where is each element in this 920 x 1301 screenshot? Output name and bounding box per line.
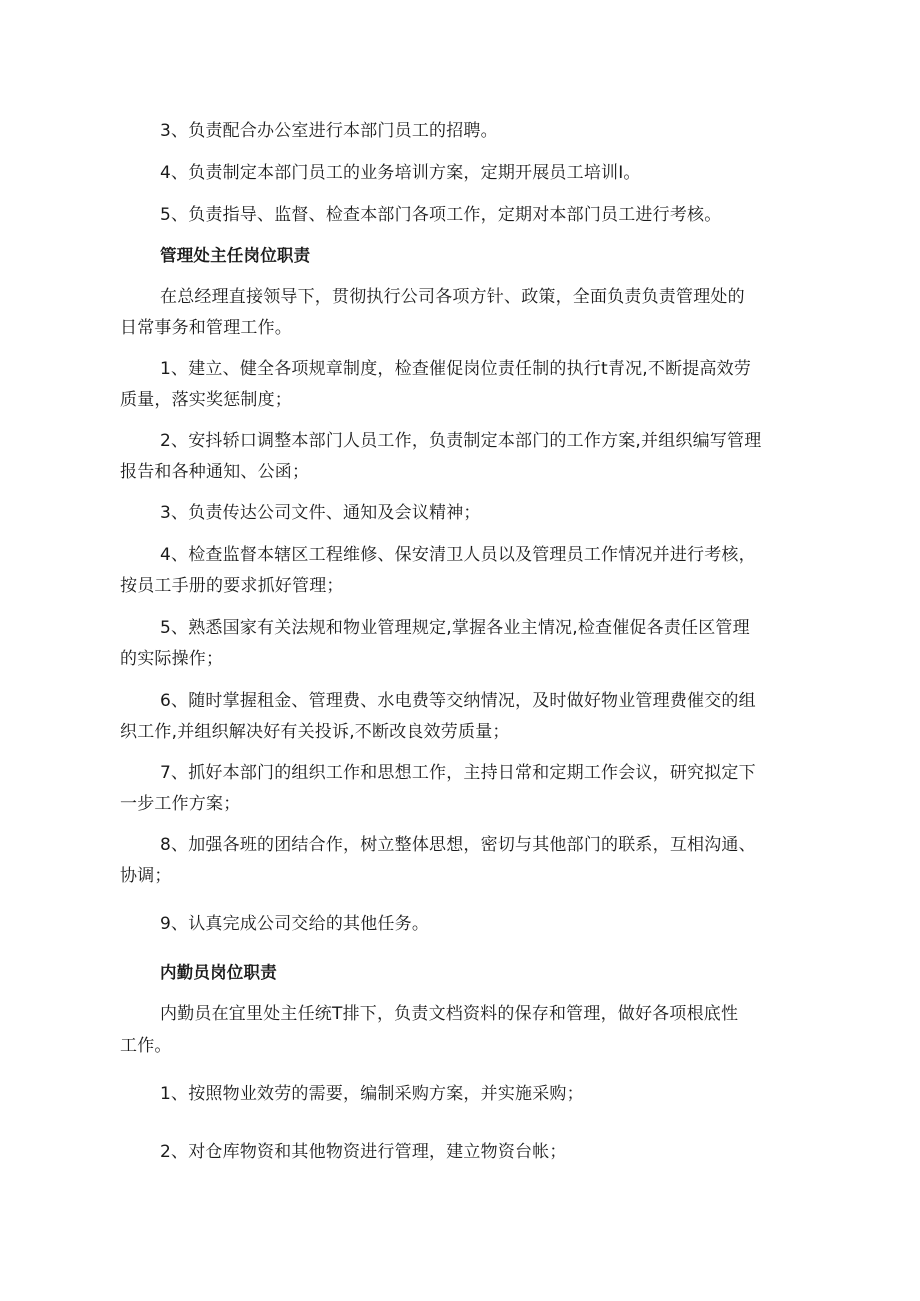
director-item-2-line1: 2、安抖轿口调整本部门人员工作，负责制定本部门的工作方案,并组织编写管理	[160, 431, 762, 451]
director-item-4-line2: 按员工手册的要求抓好管理；	[120, 576, 344, 596]
director-item-7-line2: 一步工作方案；	[120, 794, 241, 814]
clerk-item-2-line1: 2、对仓库物资和其他物资进行管理，建立物资台帐；	[160, 1142, 567, 1162]
director-item-3-line1: 3、负责传达公司文件、通知及会议精神；	[160, 503, 481, 523]
section-heading-director: 管理处主任岗位职责	[160, 246, 311, 265]
director-item-5-line1: 5、熟悉国家有关法规和物业管理规定,掌握各业主情况,检查催促各责任区管理	[160, 618, 750, 638]
director-intro-line2: 日常事务和管理工作。	[120, 318, 292, 338]
duty-item-4: 4、负责制定本部门员工的业务培训方案，定期开展员工培训I。	[160, 163, 641, 183]
director-item-1-line2: 质量，落实奖惩制度；	[120, 390, 292, 410]
clerk-item-1-line1: 1、按照物业效劳的需要，编制采购方案，并实施采购；	[160, 1084, 584, 1104]
director-item-9-line1: 9、认真完成公司交给的其他任务。	[160, 914, 430, 934]
section-heading-clerk: 内勤员岗位职责	[160, 963, 277, 982]
director-intro-line1: 在总经理直接领导下，贯彻执行公司各项方针、政策，全面负责负责管理处的	[160, 287, 745, 307]
director-item-6-line1: 6、随时掌握租金、管理费、水电费等交纳情况，及时做好物业管理费催交的组	[160, 691, 756, 711]
clerk-intro-line2: 工作。	[120, 1036, 172, 1056]
director-item-8-line2: 协调；	[120, 866, 172, 886]
director-item-6-line2: 织工作,并组织解决好有关投诉,不断改良效劳质量；	[120, 722, 510, 742]
director-item-2-line2: 报告和各种通知、公函；	[120, 462, 310, 482]
clerk-intro-line1: 内勤员在宜里处主任统T排下，负责文档资料的保存和管理，做好各项根底性	[160, 1004, 739, 1024]
director-item-8-line1: 8、加强各班的团结合作，树立整体思想，密切与其他部门的联系，互相沟通、	[160, 835, 756, 855]
director-item-4-line1: 4、检查监督本辖区工程维修、保安清卫人员以及管理员工作情况并进行考核，	[160, 545, 756, 565]
duty-item-3: 3、负责配合办公室进行本部门员工的招聘。	[160, 121, 498, 141]
duty-item-5: 5、负责指导、监督、检查本部门各项工作，定期对本部门员工进行考核。	[160, 205, 722, 225]
director-item-1-line1: 1、建立、健全各项规章制度，检查催促岗位责任制的执行t青况,不断提高效劳	[160, 359, 752, 379]
director-item-5-line2: 的实际操作；	[120, 649, 224, 669]
director-item-7-line1: 7、抓好本部门的组织工作和思想工作，主持日常和定期工作会议，研究拟定下	[160, 763, 756, 783]
